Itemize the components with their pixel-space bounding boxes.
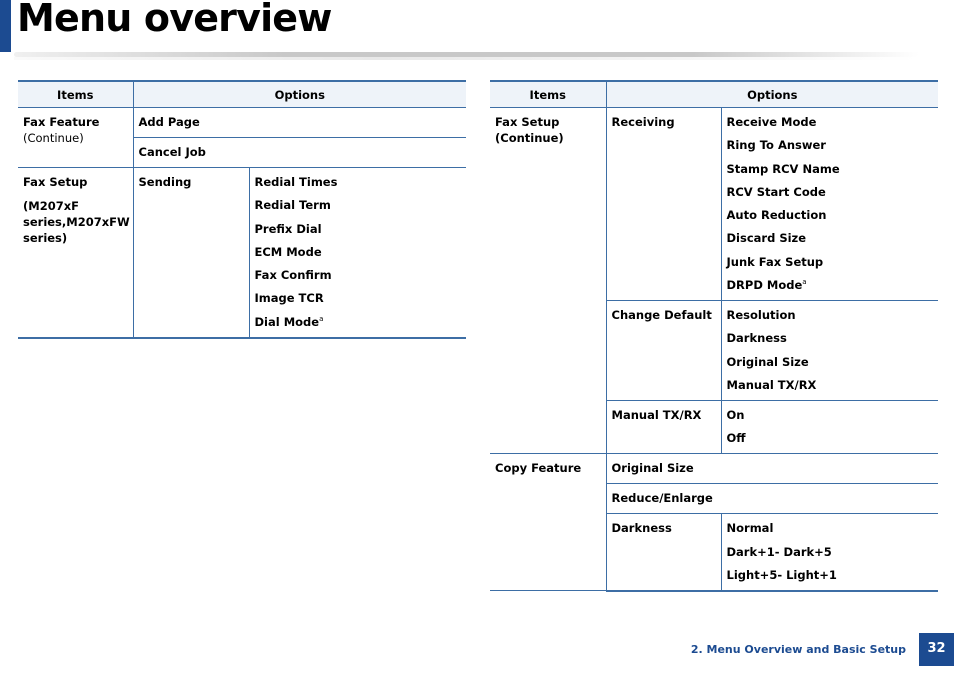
option-item: Image TCR [254,291,324,306]
options-sending [249,168,466,338]
option-label: Dial Mode [254,314,320,329]
page-title: Menu overview [17,0,332,40]
footnote-mark: a [319,314,324,323]
header-options: Options [606,81,938,108]
table-row [490,454,938,484]
options-change-default [721,301,938,401]
item-fax-setup-continue: Fax Setup (Continue) [490,108,606,454]
submenu-darkness: Darkness [606,514,721,591]
option-item: On [726,407,745,422]
option-item: Dark+1- Dark+5 [726,544,832,559]
option-item: Fax Confirm [254,268,332,283]
option-item: Normal [726,521,774,536]
submenu-receiving: Receiving [606,108,721,301]
option-item [727,277,934,293]
menu-table-left [18,80,466,339]
option-item: Auto Reduction [726,208,827,223]
item-fax-feature [18,108,133,168]
item-fax-setup [18,168,133,338]
header-items: Items [18,81,133,108]
option-item: Original Size [726,354,809,369]
table-row [18,108,466,138]
submenu-change-default: Change Default [606,301,721,401]
table-header-row [18,81,466,108]
title-accent-bar [0,0,11,52]
option-item: Receive Mode [726,115,817,129]
item-label: Fax Setup [23,175,88,189]
table-row [18,168,466,338]
table-header-row [490,81,938,108]
option-item: Resolution [726,308,796,323]
page-number-badge: 32 [919,633,954,666]
option-item: Manual TX/RX [726,377,817,392]
submenu-sending: Sending [133,168,249,338]
option-label: DRPD Mode [726,278,803,293]
item-note: (M207xF series,M207xFW series) [23,199,130,245]
header-items: Items [490,81,606,108]
option-add-page: Add Page [133,108,466,138]
option-original-size: Original Size [606,454,938,484]
option-item: RCV Start Code [726,184,826,199]
item-copy-feature: Copy Feature [490,454,606,591]
option-cancel-job: Cancel Job [133,138,466,168]
table-row [490,108,938,301]
options-manual-txrx [721,400,938,453]
option-item: Redial Term [254,198,331,213]
option-item: ECM Mode [254,244,322,259]
option-item: Stamp RCV Name [726,161,840,176]
submenu-manual-txrx: Manual TX/RX [606,400,721,453]
option-item: Prefix Dial [254,221,322,236]
item-label: Fax Feature [23,115,100,129]
options-darkness [721,514,938,591]
option-item: Off [726,431,746,446]
option-item: Discard Size [726,231,807,246]
option-item: Light+5- Light+1 [726,567,837,582]
menu-table-right [490,80,938,592]
option-item: Darkness [726,331,787,346]
options-receiving [721,108,938,301]
header-options: Options [133,81,466,108]
footer-section-title: 2. Menu Overview and Basic Setup [690,643,906,656]
item-note: (Continue) [23,131,84,145]
option-item: Redial Times [254,175,338,189]
option-item: Junk Fax Setup [726,254,824,269]
option-item: Ring To Answer [726,138,826,153]
option-item [255,314,462,330]
title-underline [14,52,919,57]
option-reduce-enlarge: Reduce/Enlarge [606,484,938,514]
footnote-mark: a [802,278,807,287]
